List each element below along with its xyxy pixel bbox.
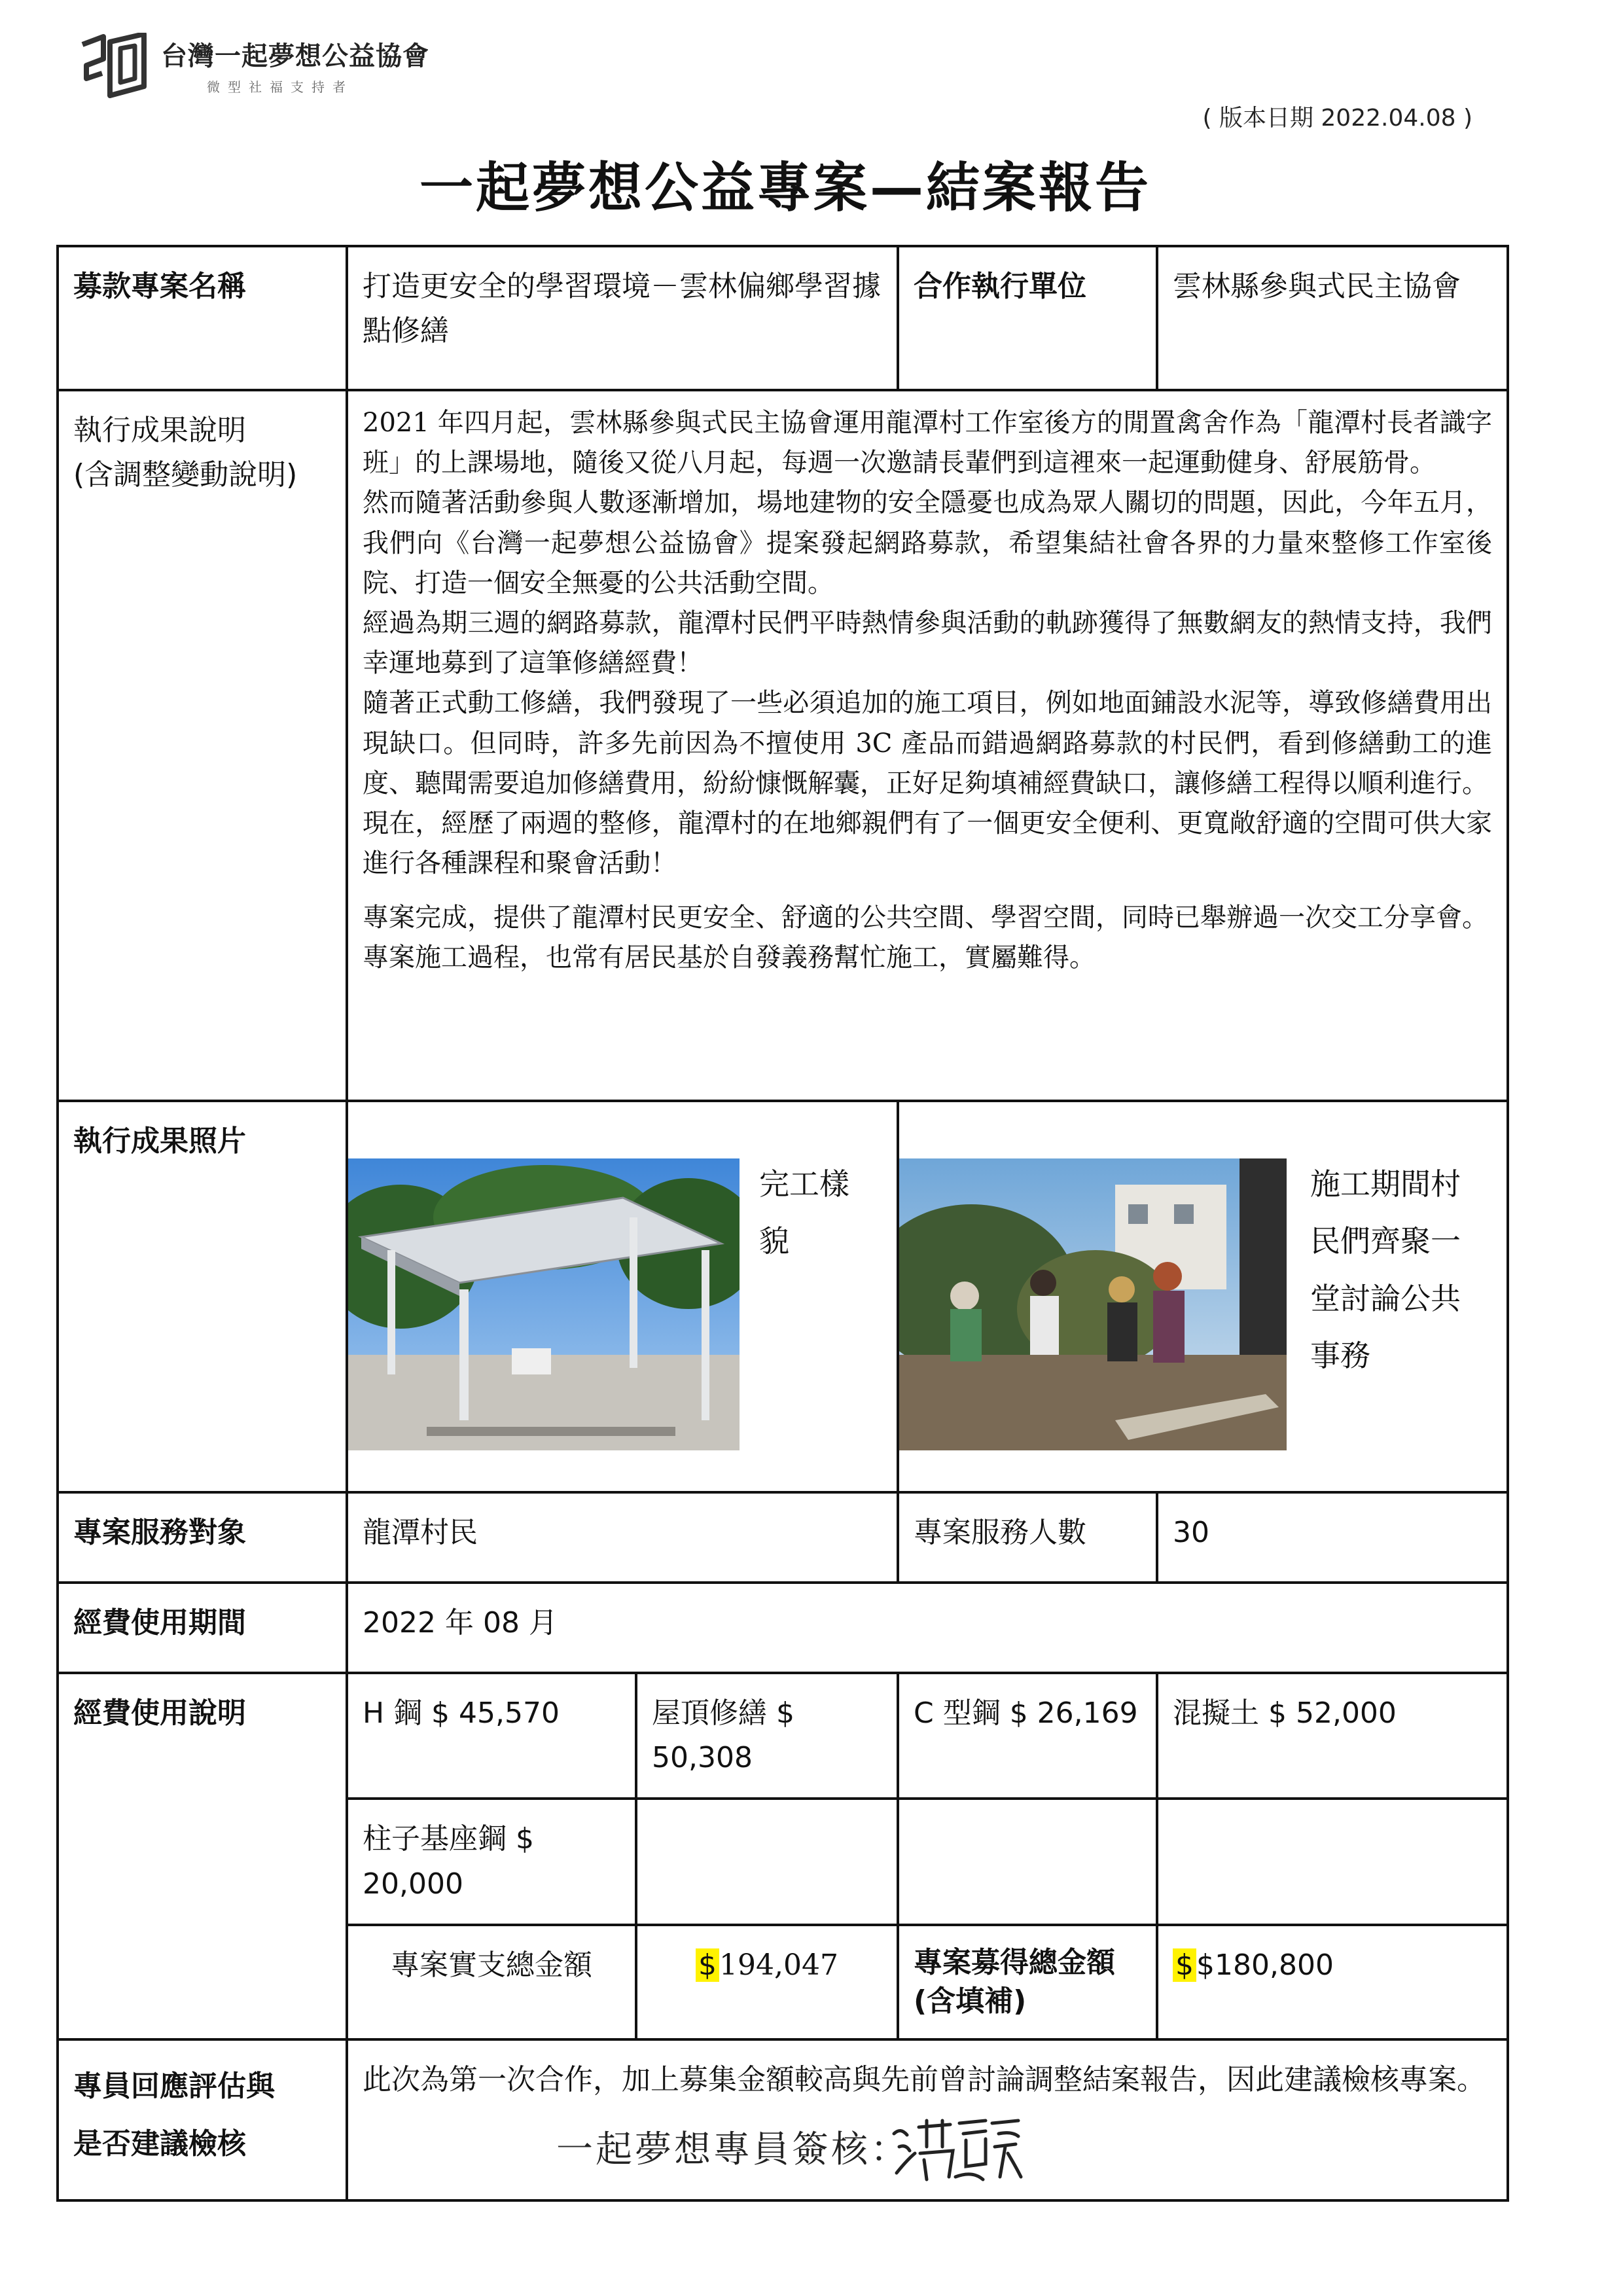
review-label-cell <box>58 2039 347 2200</box>
photo-cell-2 <box>898 1101 1508 1492</box>
period-label: 經費使用期間 <box>58 1583 347 1673</box>
partner-name: 雲林縣參與式民主協會 <box>1157 246 1508 390</box>
results-label: 執行成果說明 <box>73 414 246 447</box>
service-target-label: 專案服務對象 <box>58 1492 347 1583</box>
expense-label: 經費使用說明 <box>58 1673 347 2039</box>
50-logo-icon <box>77 33 151 98</box>
empty-cell <box>1157 1799 1508 1924</box>
version-date: ( 版本日期 2022.04.08 ) <box>1202 105 1472 132</box>
table-row <box>58 390 1508 1101</box>
table-row <box>58 1673 1508 1799</box>
expense-item: 混擬土 $ 52,000 <box>1157 1673 1508 1799</box>
project-name-label: 募款專案名稱 <box>58 246 347 390</box>
villagers-meeting-photo <box>899 1158 1287 1450</box>
project-name: 打造更安全的學習環境－雲林偏鄉學習據點修繕 <box>347 246 898 390</box>
results-label-cell <box>58 390 347 1101</box>
results-paragraph: 專案完成，提供了龍潭村民更安全、舒適的公共空間、學習空間，同時已舉辦過一次交工分享會。 <box>363 903 1488 933</box>
results-label-note: (含調整變動說明) <box>73 458 298 492</box>
total-raised-symbol: $ <box>1173 1948 1196 1982</box>
results-paragraph: 現在，經歷了兩週的整修，龍潭村的在地鄉親們有了一個更安全便利、更寬敞舒適的空間可供大家進行各種課程和聚會活動！ <box>363 808 1492 879</box>
empty-cell <box>898 1799 1157 1924</box>
results-paragraph: 2021 年四月起，雲林縣參與式民主協會運用龍潭村工作室後方的閒置禽舍作為「龍潭村長者識字班」的上課場地，隨後又從八月起，每週一次邀請長輩們到這裡來一起運動健身、舒展筋骨。 <box>363 408 1492 478</box>
service-count: 30 <box>1157 1492 1508 1583</box>
expense-item: 柱子基座鋼 $ 20,000 <box>347 1799 636 1924</box>
table-row <box>58 1583 1508 1673</box>
photo-cell-1 <box>347 1101 898 1492</box>
total-spent-label: 專案實支總金額 <box>347 1925 636 2039</box>
org-tagline: 微型社福支持者 <box>207 79 353 95</box>
service-target: 龍潭村民 <box>347 1492 898 1583</box>
table-row <box>58 1492 1508 1583</box>
expense-item: H 鋼 $ 45,570 <box>347 1673 636 1799</box>
page-title: 一起夢想公益專案—結案報告 <box>419 157 1151 219</box>
review-label-2: 是否建議檢核 <box>73 2126 246 2161</box>
results-paragraph: 隨著正式動工修繕，我們發現了一些必須追加的施工項目，例如地面鋪設水泥等，導致修繕費用出現缺口。但同時，許多先前因為不擅使用 3C 產品而錯過網路募款的村民們，看到修繕動工的進度、聽聞需要追加修繕費用，紛紛慷慨解囊，正好足夠填補經費缺口，讓修繕工程得以順利進行。 <box>363 688 1492 798</box>
photo1-caption: 完工樣貌 <box>759 1166 849 1259</box>
table-row <box>58 246 1508 390</box>
total-spent-symbol: $ <box>696 1948 719 1982</box>
results-paragraph: 然而隨著活動參與人數逐漸增加，場地建物的安全隱憂也成為眾人關切的問題，因此，今年五月，我們向《台灣一起夢想公益協會》提案發起網路募款，希望集結社會各界的力量來整修工作室後院、打造一個安全無憂的公共活動空間。 <box>363 488 1492 598</box>
results-paragraph: 經過為期三週的網路募款，龍潭村民們平時熱情參與活動的軌跡獲得了無數網友的熱情支持，我們幸運地募到了這筆修繕經費！ <box>363 607 1492 679</box>
partner-label: 合作執行單位 <box>898 246 1157 390</box>
service-count-label: 專案服務人數 <box>898 1492 1157 1583</box>
photo2-caption: 施工期間村民們齊聚一堂討論公共事務 <box>1310 1166 1461 1374</box>
review-label: 專員回應評估與 <box>73 2069 275 2103</box>
expense-item: C 型鋼 $ 26,169 <box>898 1673 1157 1799</box>
total-spent: 194,047 <box>719 1948 838 1982</box>
expense-item: 屋頂修繕 $ 50,308 <box>636 1673 898 1799</box>
report-table <box>56 245 1509 2202</box>
results-paragraph: 專案施工過程，也常有居民基於自發義務幫忙施工，實屬難得。 <box>363 942 1096 973</box>
total-raised-label: 專案募得總金額(含填補) <box>898 1925 1157 2039</box>
empty-cell <box>636 1799 898 1924</box>
org-logo <box>77 33 429 98</box>
total-raised-cell <box>1157 1925 1508 2039</box>
completed-shelter-photo <box>348 1158 740 1450</box>
total-spent-cell <box>636 1925 898 2039</box>
period-value: 2022 年 08 月 <box>347 1583 1508 1673</box>
review-comment: 此次為第一次合作，加上募集金額較高與先前曾討論調整結案報告，因此建議檢核專案。 <box>347 2039 1508 2200</box>
results-description <box>347 390 1508 1101</box>
photos-label: 執行成果照片 <box>58 1101 347 1492</box>
table-row <box>58 1101 1508 1492</box>
signoff-label: 一起夢想專員簽核： <box>556 2128 910 2171</box>
handwritten-signature <box>887 2114 1025 2186</box>
total-raised: $180,800 <box>1196 1948 1334 1982</box>
table-row <box>58 2039 1508 2200</box>
org-name: 台灣一起夢想公益協會 <box>161 41 429 71</box>
